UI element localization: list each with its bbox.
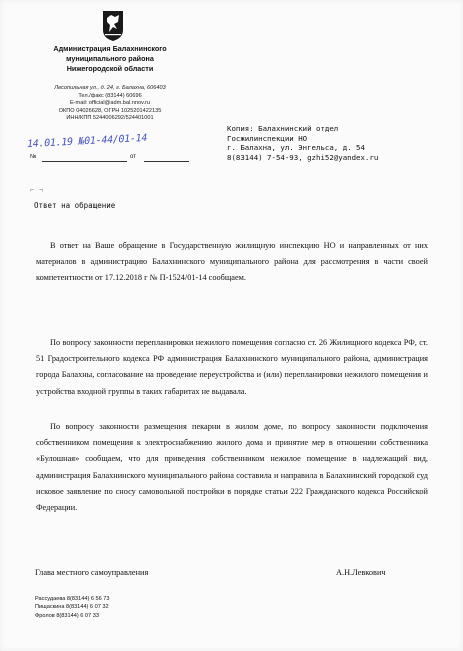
address-line: Лесопильная ул., д. 24, г. Балахна, 606403 (54, 85, 166, 91)
copy-line: Госжилинспекции НО (227, 133, 308, 143)
coat-of-arms-icon (102, 10, 124, 42)
executor-line: Рассудаева 8(83144) 6 56 73 (35, 596, 110, 602)
paragraph-bakery: По вопросу законности размещения пекарни в жилом доме, по вопросу законности подключения собственником помещения к электроснабжению жилого дома и принятие мер в отношении собственника «Булошная» сообщаем, что для приведения собственником нежилое помещение в надлежащий вид, администрация Балахнинского муниципального района составила и направила в Балахнинский городской суд исковое заявление по сносу самовольной постройки в порядке статьи 222 Гражданского кодекса Российской Федерации. (36, 422, 428, 513)
org-line: Администрация Балахнинского (53, 44, 167, 53)
registration-line (30, 152, 195, 164)
signatory-title: Глава местного самоуправления (35, 568, 149, 577)
reg-number-label: № (30, 154, 37, 160)
organization-name (30, 44, 190, 74)
reg-number-underline (42, 161, 127, 162)
email-line: E-mail: official@adm.bal.nnov.ru (69, 100, 151, 107)
reg-date-label: от (130, 154, 136, 160)
executor-line: Фролов 8(83144) 6 07 33 (35, 612, 99, 619)
okpo-line: ОКПО 04026628, ОГРН 1025201422135 (58, 107, 162, 114)
corner-marks: ⌐ ¬ (30, 186, 44, 194)
organization-contacts (30, 85, 190, 123)
org-line: муниципального района (66, 54, 154, 63)
paragraph-replanning: По вопросу законности перепланировки нежилого помещения согласно ст. 26 Жилищного кодекса РФ, ст. 51 Градостроительного кодекса РФ администрация Балахнинского муниципального района, администрация города Балахны, согласование на проведение переустройства и (или) перепланировки нежилого помещения и устройства входной группы в таких габаритах не выдавала. (36, 338, 428, 396)
executors-list (35, 595, 110, 620)
copy-line: Копия: Балахнинский отдел (227, 124, 339, 133)
phone-line: Тел./факс (83144) 60696 (78, 92, 142, 99)
reg-date-underline (144, 161, 189, 162)
org-line: Нижегородской области (66, 64, 154, 73)
inn-line: ИНН/КПП 5244006292/524401001 (66, 115, 154, 122)
executor-line: Пищаскина 8(83144) 6 07 32 (35, 604, 109, 611)
copy-line: 8(83144) 7-54-93, gzhi52@yandex.ru (227, 152, 379, 162)
handwritten-registration: 14.01.19 №01-44/01-14 (26, 132, 148, 151)
copy-recipient-block (227, 124, 427, 162)
signatory-name: А.Н.Левкович (336, 568, 386, 577)
paragraph-intro: В ответ на Ваше обращение в Государственную жилищную инспекцию НО и направленных от них материалов в администрацию Балахнинского муниципального района для рассмотрения в части своей компетентности от 17.12.2018 г № П-1524/01-14 сообщаем. (36, 241, 428, 283)
copy-line: г. Балахна, ул. Энгельса, д. 54 (227, 143, 365, 153)
letter-subject: Ответ на обращение (34, 201, 116, 210)
